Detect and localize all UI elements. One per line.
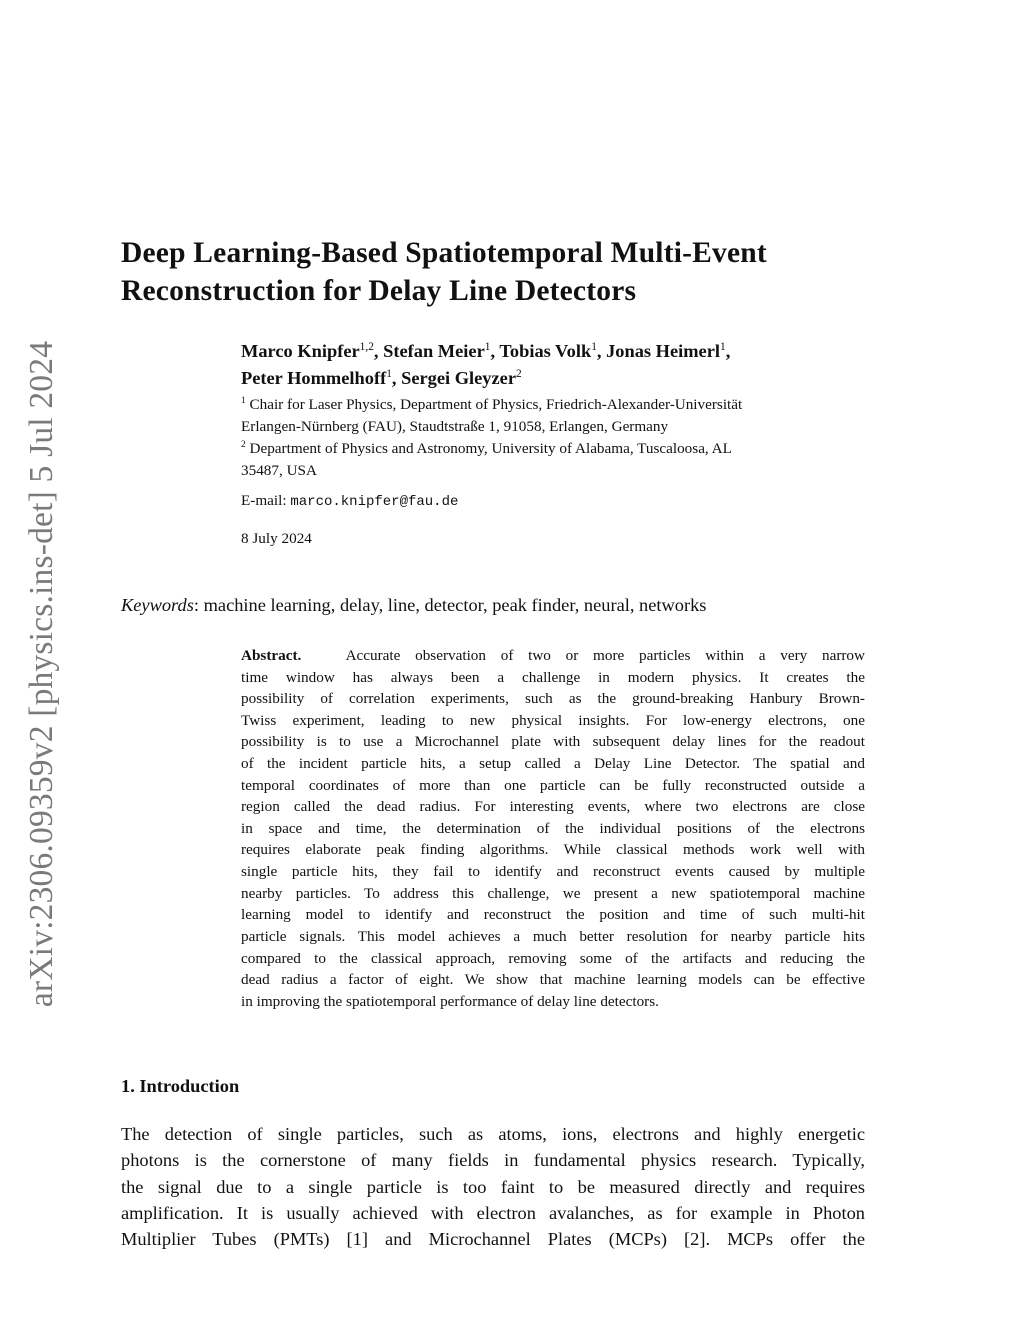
author-affil-sup: 1	[386, 367, 392, 380]
abstract-line: in space and time, the determination of the individual positions of the electrons	[241, 819, 865, 837]
abstract-line: of the incident particle hits, a setup called a Delay Line Detector. The spatial and	[241, 755, 865, 773]
abstract-text: Accurate observation of two or more particles within a very narrow	[345, 647, 865, 664]
affiliation-line: Erlangen-Nürnberg (FAU), Staudtstraße 1, 91058, Erlangen, Germany	[241, 418, 669, 435]
author-list	[241, 338, 881, 392]
title-line: Reconstruction for Delay Line Detectors	[121, 275, 637, 307]
body-line: The detection of single particles, such as atoms, ions, electrons and highly energetic	[121, 1124, 865, 1144]
abstract-line: requires elaborate peak finding algorithms. While classical methods work well with	[241, 841, 865, 859]
body-line: photons is the cornerstone of many fields in fundamental physics research. Typically,	[121, 1150, 865, 1171]
author-affil-sup: 1	[591, 340, 597, 353]
author-sep: ,	[596, 341, 607, 361]
author-affil-sup: 1	[720, 340, 726, 353]
author-sep: ,	[373, 341, 384, 361]
arxiv-identifier-stamp: arXiv:2306.09359v2 [physics.ins-det] 5 Jul 2024	[23, 340, 60, 1008]
keywords	[121, 594, 881, 616]
author-line	[241, 338, 881, 365]
abstract-line: nearby particles. To address this challenge, we present a new spatiotemporal machine	[241, 884, 865, 902]
keywords-label: Keywords	[121, 595, 194, 615]
author-name: Sergei Gleyzer	[401, 368, 516, 388]
section-heading-introduction: 1. Introduction	[121, 1076, 240, 1096]
author-name: Stefan Meier	[383, 341, 485, 361]
contact-email	[241, 491, 458, 512]
body-line: the signal due to a single particle is too faint to be measured directly and requires	[121, 1176, 865, 1197]
abstract-line: in improving the spatiotemporal performance of delay line detectors.	[241, 992, 659, 1010]
abstract-line: possibility is to use a Microchannel plate with subsequent delay lines for the readout	[241, 733, 865, 751]
affiliation-line	[241, 438, 881, 460]
author-affil-sup: 1,2	[359, 340, 374, 353]
affiliation-sup: 1	[241, 395, 246, 406]
email-label: E-mail:	[241, 492, 291, 509]
abstract-line: region called the dead radius. For interesting events, where two electrons are close	[241, 798, 865, 816]
body-line: amplification. It is usually achieved with electron avalanches, as for example in Photon	[121, 1202, 865, 1223]
abstract-line: compared to the classical approach, removing some of the artifacts and reducing the	[241, 949, 865, 967]
affiliation-text: Chair for Laser Physics, Department of Physics, Friedrich-Alexander-Universität	[245, 396, 743, 413]
author-sep: ,	[490, 341, 500, 361]
author-name: Jonas Heimerl	[606, 341, 720, 361]
author-affil-sup: 1	[484, 340, 491, 353]
author-name: Tobias Volk	[499, 341, 592, 361]
affiliation-text: Department of Physics and Astronomy, University of Alabama, Tuscaloosa, AL	[245, 440, 732, 457]
abstract-line: time window has always been a challenge in modern physics. It creates the	[241, 668, 865, 686]
author-affil-sup: 2	[516, 367, 522, 380]
affiliation-line: 35487, USA	[241, 462, 317, 479]
author-name: Marco Knipfer	[241, 341, 360, 361]
abstract-line: possibility of correlation experiments, such as the ground-breaking Hanbury Brown-	[241, 690, 865, 708]
keywords-list: : machine learning, delay, line, detector, peak finder, neural, networks	[193, 595, 707, 615]
author-sep: ,	[391, 368, 402, 388]
abstract-line: particle signals. This model achieves a much better resolution for nearby particle hits	[241, 927, 865, 945]
author-name: Peter Hommelhoff	[241, 368, 387, 388]
title-line: Deep Learning-Based Spatiotemporal Multi-Event	[121, 237, 767, 269]
abstract-heading: Abstract.	[241, 647, 302, 664]
author-line	[241, 365, 881, 392]
author-sep: ,	[725, 341, 731, 361]
email-address-link[interactable]: marco.knipfer@fau.de	[290, 494, 459, 510]
abstract-line: Twiss experiment, leading to new physical insights. For low-energy electrons, one	[241, 711, 865, 729]
abstract-line: temporal coordinates of more than one particle can be fully reconstructed outside a	[241, 776, 865, 794]
introduction-body	[121, 1121, 865, 1252]
abstract-line: dead radius a factor of eight. We show that machine learning models can be effective	[241, 971, 865, 989]
paper-date: 8 July 2024	[241, 530, 312, 547]
paper-title	[121, 234, 881, 310]
affiliation-sup: 2	[241, 439, 246, 450]
body-line: Multiplier Tubes (PMTs) [1] and Microchannel Plates (MCPs) [2]. MCPs offer the	[121, 1229, 865, 1250]
affiliation-line	[241, 394, 881, 416]
abstract-line: learning model to identify and reconstruct the position and time of such multi-hit	[241, 906, 865, 924]
abstract-line	[241, 645, 865, 667]
affiliations	[241, 394, 881, 482]
abstract	[241, 645, 865, 1012]
abstract-line: single particle hits, they fail to identify and reconstruct events caused by multiple	[241, 863, 865, 881]
